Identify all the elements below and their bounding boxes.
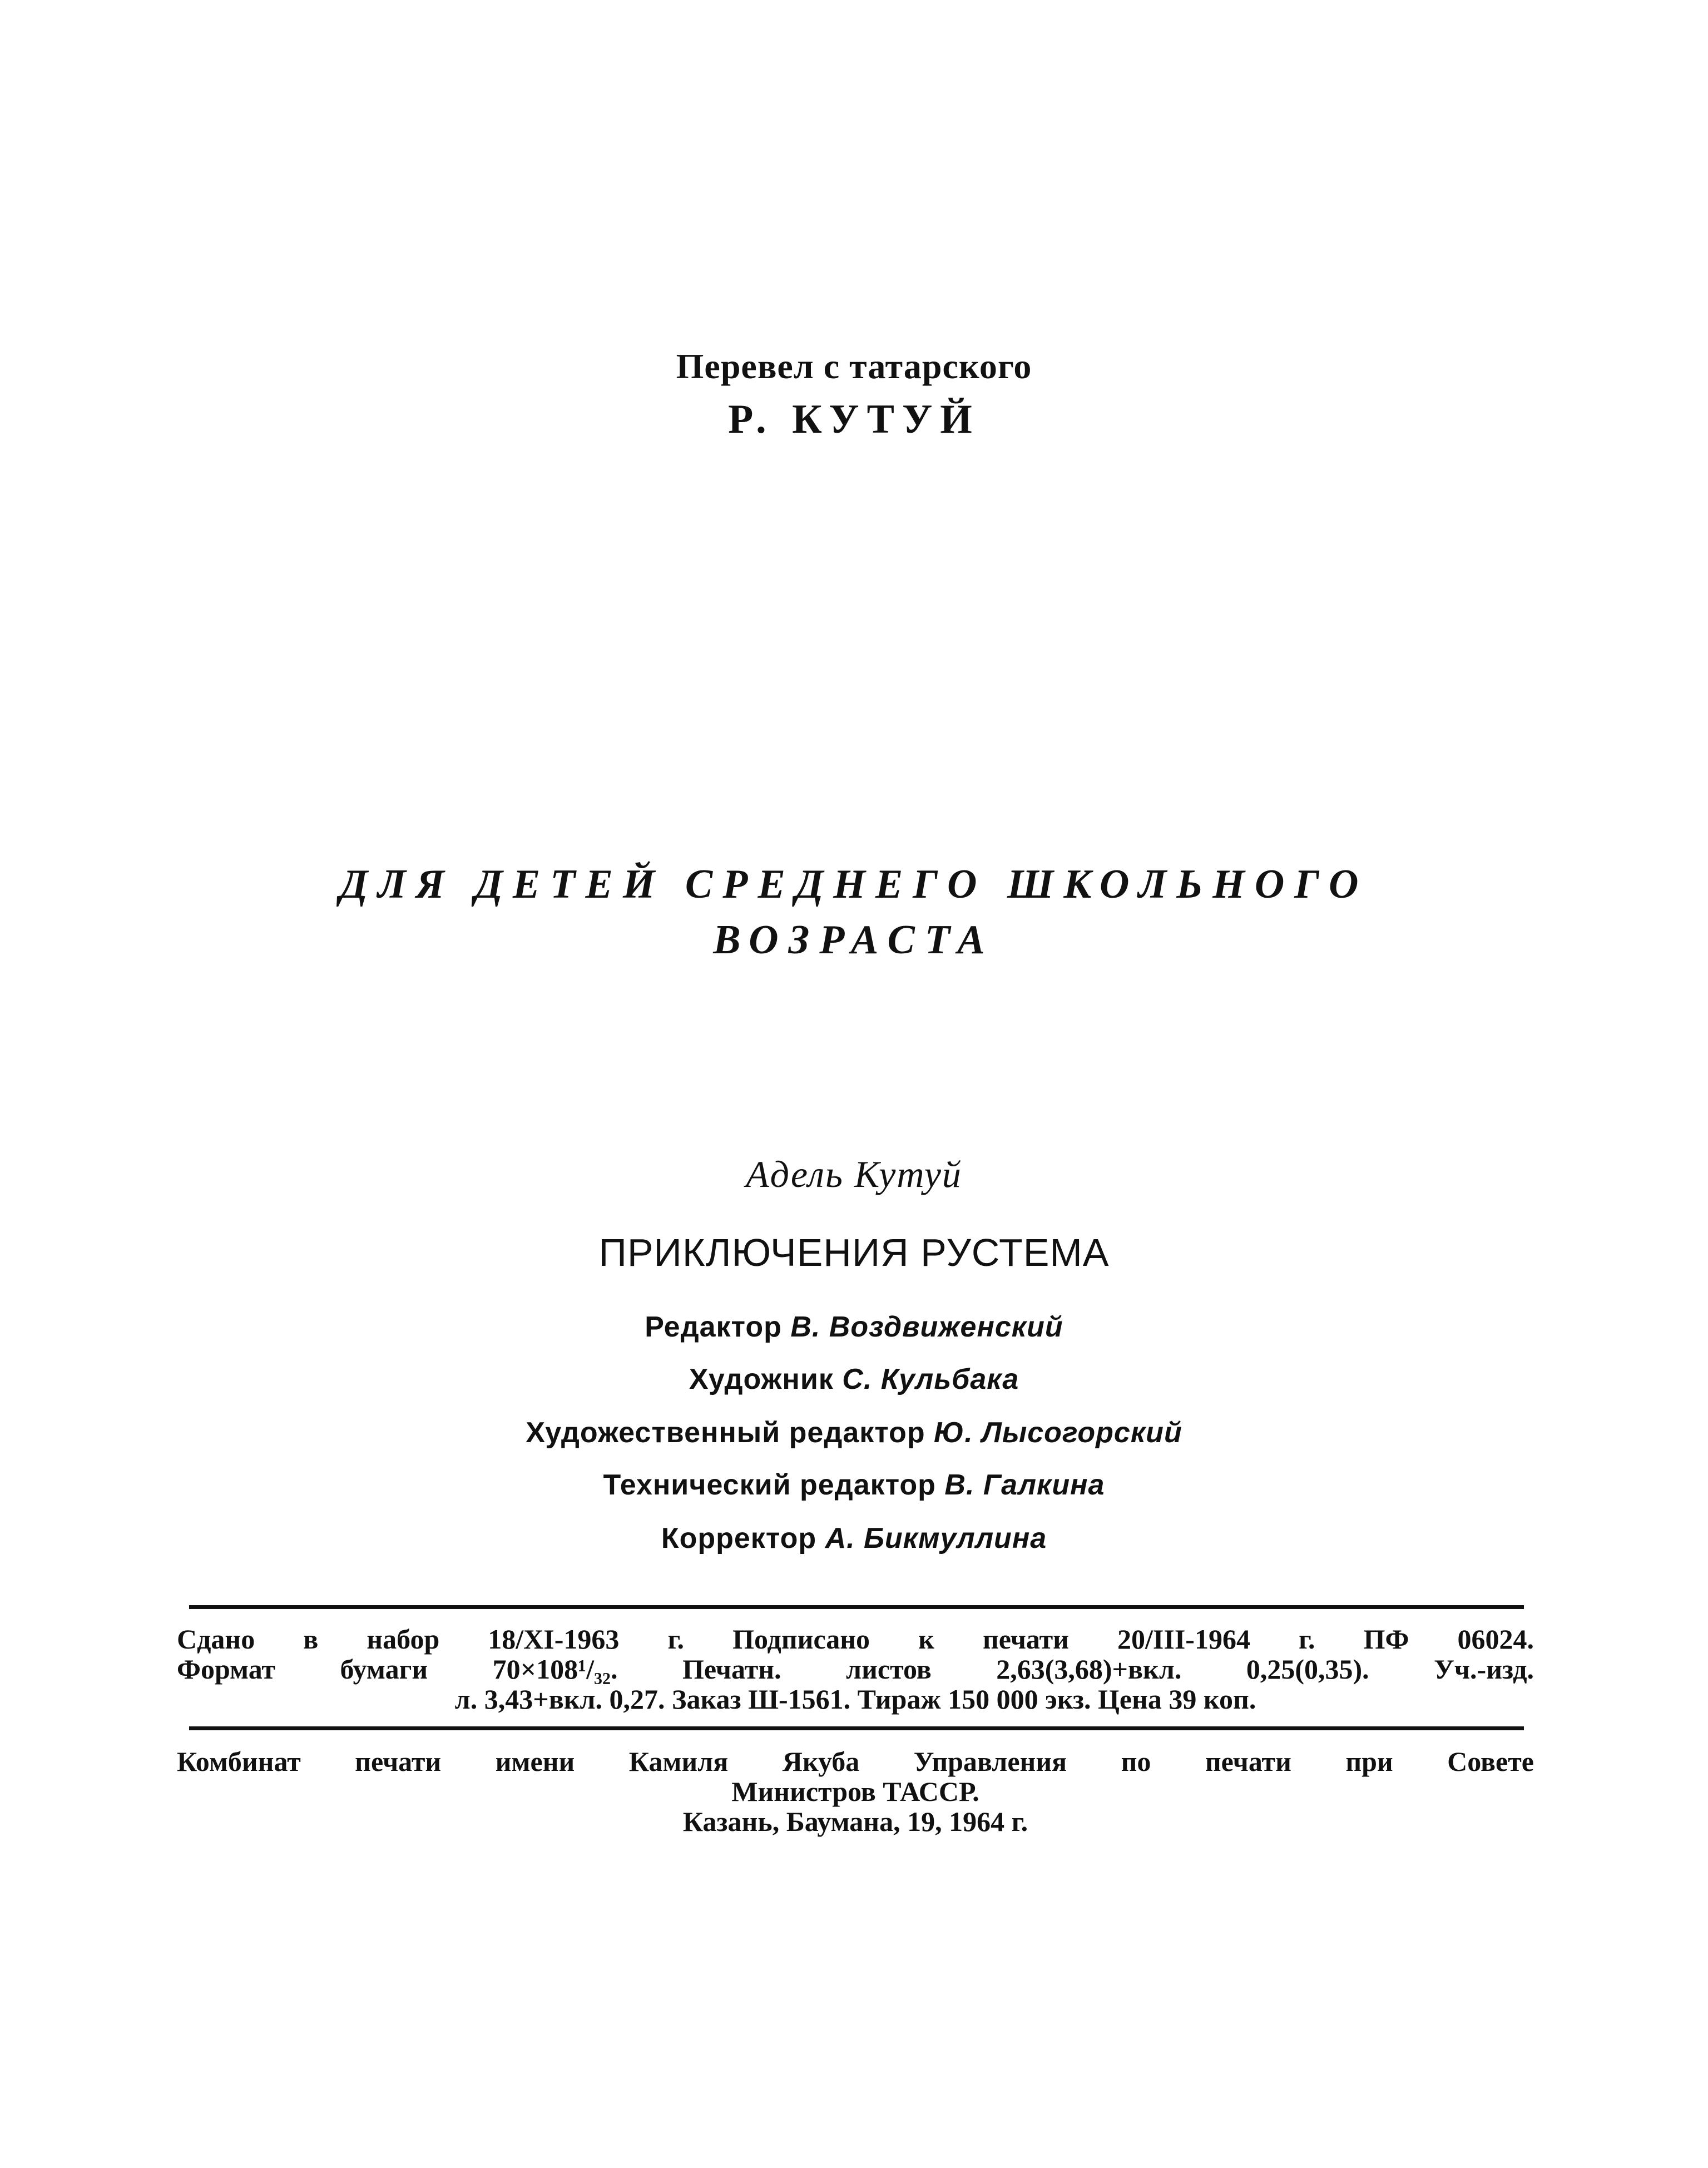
credit-role: Корректор xyxy=(661,1522,817,1555)
credit-name: С. Кульбака xyxy=(842,1363,1019,1395)
book-title: ПРИКЛЮЧЕНИЯ РУСТЕМА xyxy=(598,1231,1110,1274)
translated-from-label: Перевел с татарского xyxy=(676,347,1032,386)
credit-name: А. Бикмуллина xyxy=(825,1522,1047,1555)
credit-illustrator xyxy=(0,1363,1708,1396)
credit-technical-editor xyxy=(0,1468,1708,1502)
credit-name: В. Галкина xyxy=(944,1469,1105,1501)
divider-top xyxy=(189,1605,1524,1609)
imprint-line: Формат бумаги 70×108¹/₃₂. Печатн. листов 2,63(3,68)+вкл. 0,25(0,35). Уч.-изд. xyxy=(177,1654,1534,1685)
credit-name: Ю. Лысогорский xyxy=(934,1417,1182,1449)
credit-proofreader xyxy=(0,1522,1708,1555)
credit-role: Редактор xyxy=(645,1311,782,1343)
divider-bottom xyxy=(189,1726,1524,1730)
printer-block xyxy=(177,1746,1534,1837)
credit-role: Художник xyxy=(689,1363,834,1395)
printer-line: Министров ТАССР. xyxy=(731,1776,979,1807)
imprint-line: Сдано в набор 18/XI-1963 г. Подписано к печати 20/III-1964 г. ПФ 06024. xyxy=(177,1623,1534,1655)
credit-role: Художественный редактор xyxy=(526,1417,925,1449)
printer-line: Казань, Баумана, 19, 1964 г. xyxy=(682,1806,1028,1837)
printer-line: Комбинат печати имени Камиля Якуба Управления по печати при Совете xyxy=(177,1746,1534,1777)
audience-note-line-2: ВОЗРАСТА xyxy=(713,917,995,963)
credit-art-editor xyxy=(0,1416,1708,1449)
imprint-line: л. 3,43+вкл. 0,27. Заказ Ш-1561. Тираж 150 000 экз. Цена 39 коп. xyxy=(454,1684,1256,1715)
credit-name: В. Воздвиженский xyxy=(790,1311,1063,1343)
translator-name: Р. КУТУЙ xyxy=(728,397,980,442)
credit-editor xyxy=(0,1310,1708,1344)
credit-role: Технический редактор xyxy=(603,1469,936,1501)
imprint-block xyxy=(177,1624,1534,1714)
audience-note-line-1: ДЛЯ ДЕТЕЙ СРЕДНЕГО ШКОЛЬНОГО xyxy=(339,862,1369,907)
book-author: Адель Кутуй xyxy=(746,1153,962,1195)
